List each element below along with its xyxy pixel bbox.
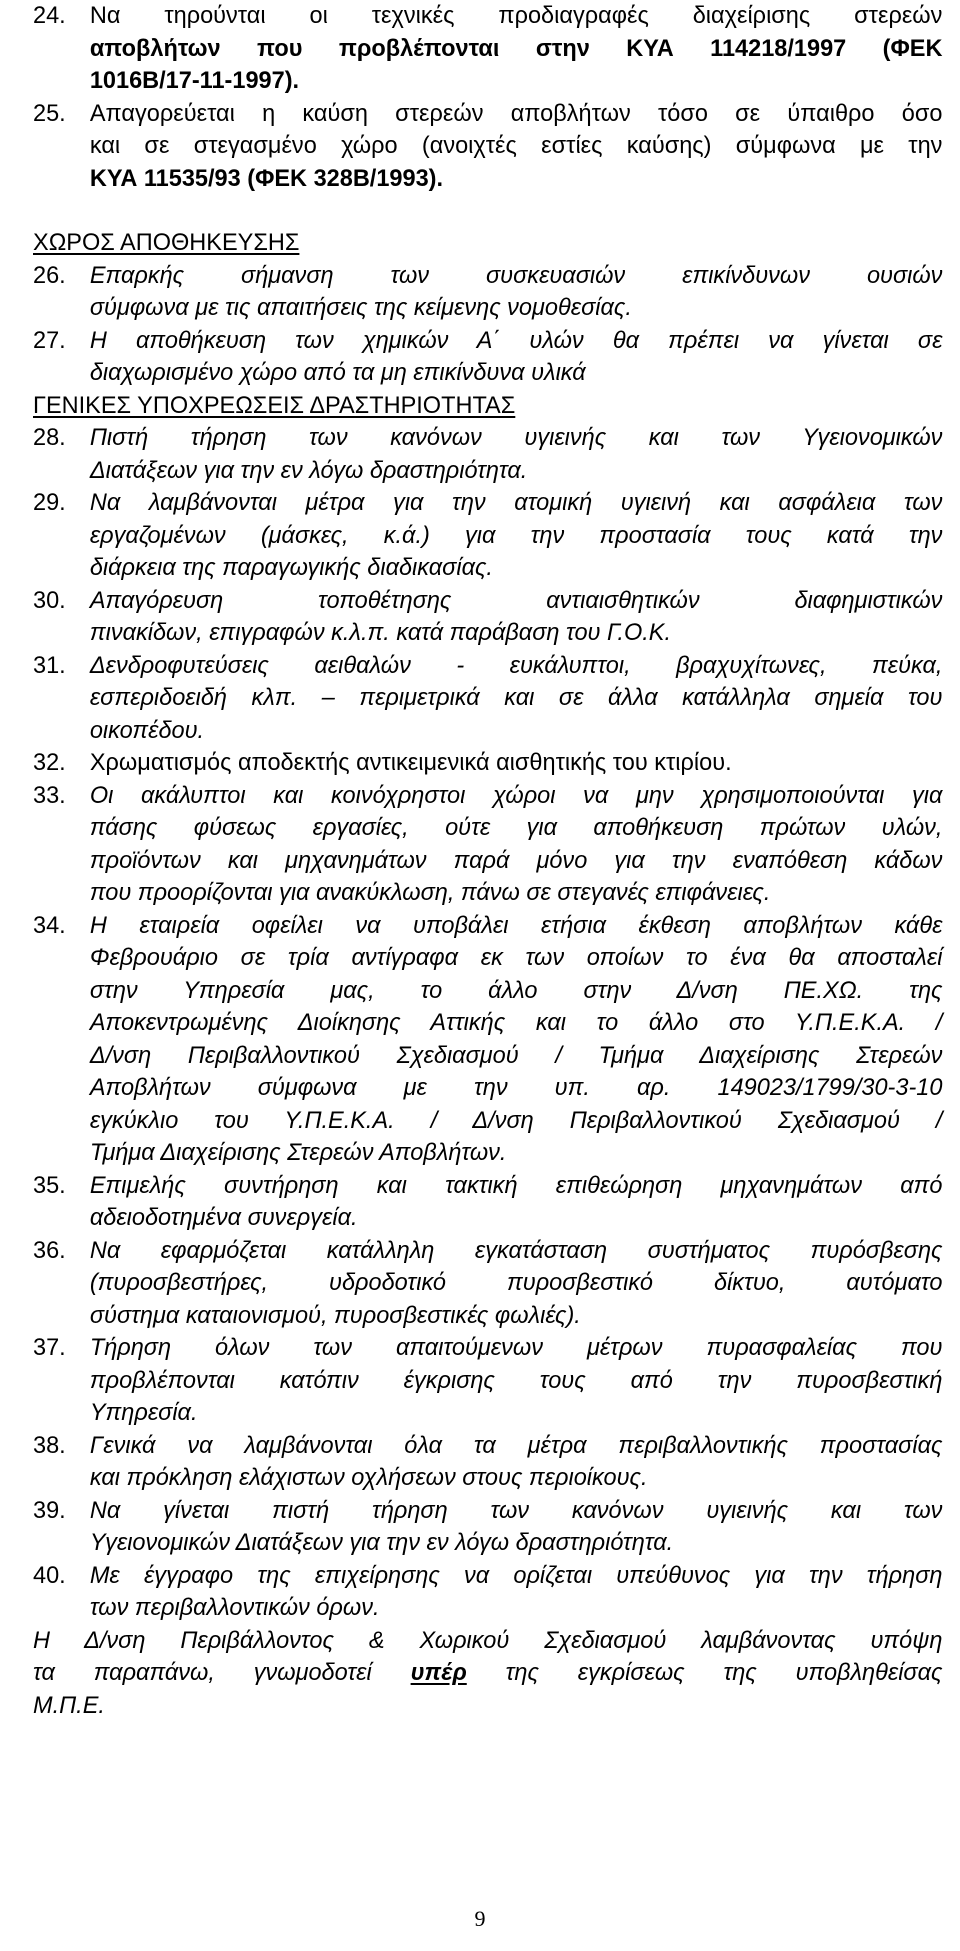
term-text <box>90 747 943 780</box>
term-text-line: αποβλήτων που προβλέπονται στην ΚΥΑ 114218/1997 (ΦΕΚ <box>89 34 943 62</box>
term-text-line: διάρκεια της παραγωγικής διαδικασίας. <box>89 554 493 581</box>
term-item <box>33 585 942 650</box>
term-text <box>90 487 943 585</box>
term-text <box>90 1170 943 1235</box>
term-number: 33. <box>33 781 66 809</box>
term-text <box>90 325 943 390</box>
term-number: 27. <box>33 326 66 354</box>
term-item <box>33 1332 942 1430</box>
term-text-line: αδειοδοτημένα συνεργεία. <box>89 1204 358 1231</box>
term-number: 30. <box>33 586 66 614</box>
term-text <box>90 650 943 748</box>
term-text <box>90 1560 943 1625</box>
term-text <box>90 0 943 98</box>
term-text-line: ΚΥΑ 11535/93 (ΦΕΚ 328Β/1993). <box>89 164 444 192</box>
term-text-line: Να λαμβάνονται μέτρα για την ατομική υγιεινή και ασφάλεια των <box>89 489 943 516</box>
term-text-line: Να εφαρμόζεται κατάλληλη εγκατάσταση συστήματος πυρόσβεσης <box>89 1236 943 1264</box>
term-text-line: Απαγορεύεται η καύση στερεών αποβλήτων τόσο σε ύπαιθρο όσο <box>89 99 943 127</box>
term-text-line: στην Υπηρεσία μας, το άλλο στην Δ/νση ΠΕ.ΧΩ. της <box>89 976 943 1004</box>
term-text-line: που προορίζονται για ανακύκλωση, πάνω σε στεγανές επιφάνειες. <box>89 879 771 906</box>
term-text-line: Να γίνεται πιστή τήρηση των κανόνων υγιεινής και των <box>89 1496 943 1524</box>
section-heading: ΧΩΡΟΣ ΑΠΟΘΗΚΕΥΣΗΣ <box>33 229 300 256</box>
term-item <box>33 1235 942 1333</box>
closing-line-2-pre: τα παραπάνω, γνωμοδοτεί <box>33 1659 372 1686</box>
term-text-line: Χρωματισμός αποδεκτής αντικειμενικά αισθητικής του κτιρίου. <box>89 749 732 776</box>
term-item <box>33 325 942 390</box>
term-text <box>90 910 943 1170</box>
term-item <box>33 780 942 910</box>
term-item <box>33 910 942 1170</box>
term-text-line: Επιμελής συντήρηση και τακτική επιθεώρηση μηχανημάτων από <box>89 1171 943 1199</box>
terms-list <box>33 0 942 1625</box>
term-text-line: (πυροσβεστήρες, υδροδοτικό πυροσβεστικό δίκτυο, αυτόματο <box>89 1269 943 1296</box>
closing-line-1: Η Δ/νση Περιβάλλοντος & Χωρικού Σχεδιασμού λαμβάνοντας υπόψη <box>33 1626 943 1654</box>
term-text-line: Η αποθήκευση των χημικών Α΄ υλών θα πρέπει να γίνεται σε <box>89 326 943 354</box>
term-number: 39. <box>33 1496 66 1524</box>
term-text <box>90 98 943 196</box>
term-text-line: Τήρηση όλων των απαιτούμενων μέτρων πυρασφαλείας που <box>89 1334 943 1361</box>
term-text-line: πάσης φύσεως εργασίες, ούτε για αποθήκευση πρώτων υλών, <box>89 814 943 841</box>
term-number: 38. <box>33 1431 66 1459</box>
term-text-line: Η εταιρεία οφείλει να υποβάλει ετήσια έκθεση αποβλήτων κάθε <box>89 911 943 939</box>
term-number: 24. <box>33 2 66 29</box>
term-text-line: Με έγγραφο της επιχείρησης να ορίζεται υπεύθυνος για την τήρηση <box>89 1561 943 1589</box>
term-item <box>33 260 942 325</box>
term-text-line: προϊόντων και μηχανημάτων παρά μόνο για την εναπόθεση κάδων <box>89 846 943 874</box>
term-text <box>90 260 943 325</box>
term-text-line: οικοπέδου. <box>89 716 205 744</box>
term-item <box>33 98 942 196</box>
term-number: 34. <box>33 911 66 939</box>
term-text-line: προβλέπονται κατόπιν έγκρισης τους από την πυροσβεστική <box>89 1366 943 1394</box>
term-item <box>33 650 942 748</box>
term-text-line: Δενδροφυτεύσεις αειθαλών - ευκάλυπτοι, βραχυχίτωνες, πεύκα, <box>89 651 943 679</box>
term-number: 28. <box>33 424 66 451</box>
term-number: 25. <box>33 99 66 127</box>
term-number: 37. <box>33 1334 66 1361</box>
term-text <box>90 422 943 487</box>
term-item <box>33 1430 942 1495</box>
term-text-line: Να τηρούνται οι τεχνικές προδιαγραφές διαχείρισης στερεών <box>89 2 943 29</box>
term-text-line: Φεβρουάριο σε τρία αντίγραφα εκ των οποίων το ένα θα αποσταλεί <box>89 944 943 971</box>
term-text-line: Πιστή τήρηση των κανόνων υγιεινής και των Υγειονομικών <box>89 424 943 451</box>
term-text-line: εγκύκλιο του Υ.Π.Ε.Κ.Α. / Δ/νση Περιβαλλοντικού Σχεδιασμού / <box>89 1106 943 1134</box>
term-text-line: Οι ακάλυπτοι και κοινόχρηστοι χώροι να μην χρησιμοποιούνται για <box>89 781 943 809</box>
term-text-line: σύμφωνα με τις απαιτήσεις της κείμενης νομοθεσίας. <box>89 294 632 321</box>
term-number: 26. <box>33 261 66 289</box>
term-text <box>90 1430 943 1495</box>
term-text <box>90 780 943 910</box>
term-text-line: Διατάξεων για την εν λόγω δραστηριότητα. <box>89 456 528 484</box>
page-number: 9 <box>474 1906 486 1931</box>
term-text-line: και πρόκληση ελάχιστων οχλήσεων στους περιοίκους. <box>89 1464 648 1491</box>
term-text-line: Τμήμα Διαχείρισης Στερεών Αποβλήτων. <box>89 1139 507 1166</box>
closing-line-2 <box>33 1657 942 1690</box>
closing-line-2-post: της εγκρίσεως της υποβληθείσας <box>505 1659 943 1686</box>
term-text-line: εργαζομένων (μάσκες, κ.ά.) για την προστασία τους κατά την <box>89 521 943 549</box>
document-page <box>33 0 942 1722</box>
term-item <box>33 1170 942 1235</box>
term-text-line: Απαγόρευση τοποθέτησης αντιαισθητικών διαφημιστικών <box>89 586 943 614</box>
term-text-line: σύστημα καταιονισμού, πυροσβεστικές φωλιές). <box>89 1301 581 1329</box>
term-text-line: Υγειονομικών Διατάξεων για την εν λόγω δραστηριότητα. <box>89 1529 674 1556</box>
term-item <box>33 1560 942 1625</box>
closing-paragraph <box>33 1625 942 1723</box>
term-text-line: διαχωρισμένο χώρο από τα μη επικίνδυνα υλικά <box>89 359 586 386</box>
term-item <box>33 747 942 780</box>
term-item <box>33 0 942 98</box>
term-item <box>33 487 942 585</box>
term-text-line: των περιβαλλοντικών όρων. <box>89 1594 380 1621</box>
term-text <box>90 1332 943 1430</box>
term-number: 35. <box>33 1171 66 1199</box>
term-number: 31. <box>33 651 66 679</box>
term-text <box>90 1495 943 1560</box>
term-text-line: εσπεριδοειδή κλπ. – περιμετρικά και σε άλλα κατάλληλα σημεία του <box>89 684 943 711</box>
term-text-line: και σε στεγασμένο χώρο (ανοιχτές εστίες καύσης) σύμφωνα με την <box>89 132 943 159</box>
section-heading: ΓΕΝΙΚΕΣ ΥΠΟΧΡΕΩΣΕΙΣ ΔΡΑΣΤΗΡΙΟΤΗΤΑΣ <box>33 391 516 419</box>
term-text-line: 1016Β/17-11-1997). <box>89 67 300 94</box>
term-item <box>33 1495 942 1560</box>
closing-line-3: Μ.Π.Ε. <box>33 1691 105 1719</box>
term-text-line: Αποβλήτων σύμφωνα με την υπ. αρ. 149023/1799/30-3-10 <box>89 1074 943 1101</box>
term-text-line: Γενικά να λαμβάνονται όλα τα μέτρα περιβαλλοντικής προστασίας <box>89 1431 943 1459</box>
term-text-line: Δ/νση Περιβαλλοντικού Σχεδιασμού / Τμήμα Διαχείρισης Στερεών <box>89 1041 943 1069</box>
favourable-opinion-word: υπέρ <box>410 1659 467 1686</box>
term-text <box>90 585 943 650</box>
term-item <box>33 422 942 487</box>
term-text <box>90 1235 943 1333</box>
term-text-line: Υπηρεσία. <box>89 1399 198 1426</box>
term-text-line: πινακίδων, επιγραφών κ.λ.π. κατά παράβαση του Γ.Ο.Κ. <box>89 619 671 646</box>
term-number: 36. <box>33 1236 66 1264</box>
term-text-line: Αποκεντρωμένης Διοίκησης Αττικής και το άλλο στο Υ.Π.Ε.Κ.Α. / <box>89 1009 943 1036</box>
term-number: 40. <box>33 1561 66 1589</box>
term-number: 29. <box>33 489 66 516</box>
term-text-line: Επαρκής σήμανση των συσκευασιών επικίνδυνων ουσιών <box>89 261 943 289</box>
term-number: 32. <box>33 749 66 776</box>
